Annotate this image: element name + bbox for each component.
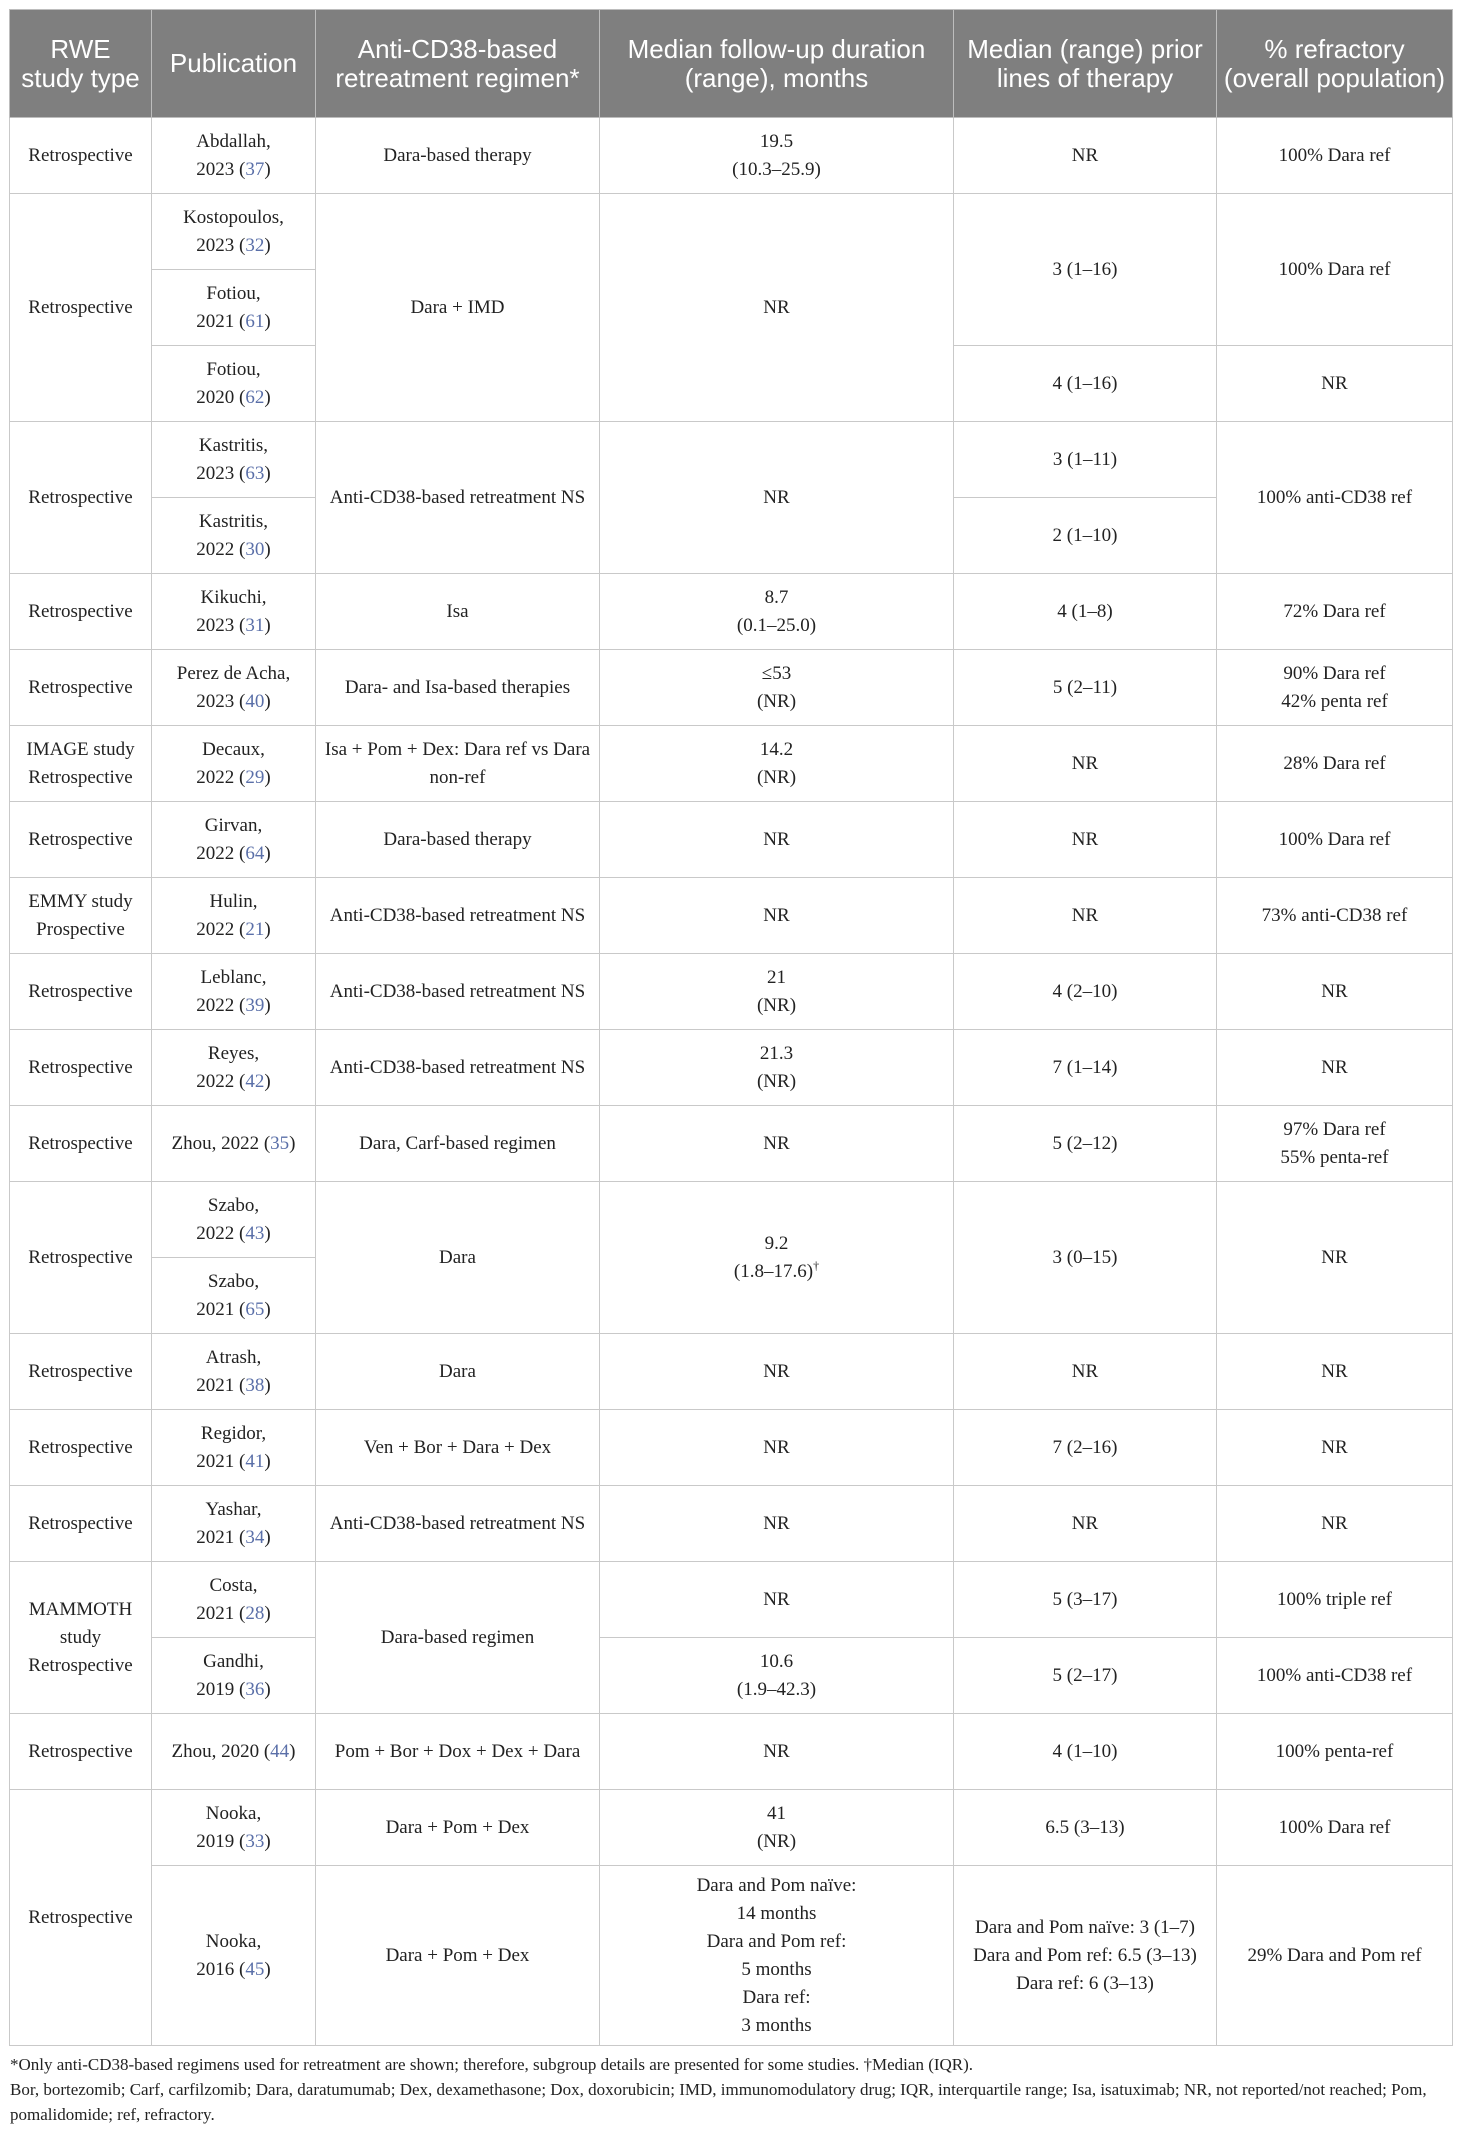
regimen-cell: Anti-CD38-based retreatment NS xyxy=(316,1486,600,1562)
study-type-cell: Retrospective xyxy=(10,1106,152,1182)
footnote-line-1: *Only anti-CD38-based regimens used for retreatment are shown; therefore, subgroup details are presented for some studies. †Median (IQR). xyxy=(10,2055,974,2074)
study-type-cell: IMAGE study Retrospective xyxy=(10,726,152,802)
publication-cell: Fotiou, 2020 (62) xyxy=(152,346,316,422)
refractory-cell: 73% anti-CD38 ref xyxy=(1217,878,1453,954)
refractory-cell: 100% anti-CD38 ref xyxy=(1217,1638,1453,1714)
regimen-cell: Dara xyxy=(316,1182,600,1334)
publication-cell: Leblanc, 2022 (39) xyxy=(152,954,316,1030)
publication-cell: Kastritis, 2023 (63) xyxy=(152,422,316,498)
study-type-cell: Retrospective xyxy=(10,1030,152,1106)
follow-up-cell: ≤53 (NR) xyxy=(600,650,954,726)
study-type-cell: Retrospective xyxy=(10,194,152,422)
publication-cell: Abdallah, 2023 (37) xyxy=(152,118,316,194)
study-type-cell: Retrospective xyxy=(10,802,152,878)
table-row xyxy=(10,1334,1453,1410)
publication-cell: Gandhi, 2019 (36) xyxy=(152,1638,316,1714)
prior-lines-cell: NR xyxy=(954,1486,1217,1562)
reference-link[interactable]: 40 xyxy=(245,690,265,712)
study-type-cell: Retrospective xyxy=(10,1182,152,1334)
follow-up-cell: NR xyxy=(600,1410,954,1486)
table-row xyxy=(10,1790,1453,1866)
follow-up-cell: Dara and Pom naïve: 14 months Dara and Pom ref: 5 months Dara ref: 3 months xyxy=(600,1866,954,2046)
reference-link[interactable]: 34 xyxy=(245,1526,265,1548)
refractory-cell: 100% Dara ref xyxy=(1217,194,1453,346)
table-row xyxy=(10,650,1453,726)
publication-cell: Hulin, 2022 (21) xyxy=(152,878,316,954)
regimen-cell: Dara + IMD xyxy=(316,194,600,422)
follow-up-cell: 21.3 (NR) xyxy=(600,1030,954,1106)
publication-cell: Szabo, 2022 (43) xyxy=(152,1182,316,1258)
table-row xyxy=(10,1030,1453,1106)
regimen-cell: Anti-CD38-based retreatment NS xyxy=(316,1030,600,1106)
reference-link[interactable]: 35 xyxy=(270,1132,290,1154)
study-type-cell: Retrospective xyxy=(10,1410,152,1486)
refractory-cell: 100% anti-CD38 ref xyxy=(1217,422,1453,574)
regimen-cell: Dara, Carf-based regimen xyxy=(316,1106,600,1182)
publication-cell: Zhou, 2020 (44) xyxy=(152,1714,316,1790)
reference-link[interactable]: 37 xyxy=(245,158,265,180)
header-follow-up: Median follow-up duration (range), months xyxy=(600,10,954,118)
study-type-cell: EMMY study Prospective xyxy=(10,878,152,954)
refractory-cell: 100% penta-ref xyxy=(1217,1714,1453,1790)
prior-lines-cell: Dara and Pom naïve: 3 (1–7) Dara and Pom ref: 6.5 (3–13) Dara ref: 6 (3–13) xyxy=(954,1866,1217,2046)
table-row xyxy=(10,954,1453,1030)
header-refractory: % refractory (overall population) xyxy=(1217,10,1453,118)
reference-link[interactable]: 61 xyxy=(245,310,265,332)
study-type-cell: Retrospective xyxy=(10,1714,152,1790)
follow-up-cell: 19.5 (10.3–25.9) xyxy=(600,118,954,194)
follow-up-cell: 21 (NR) xyxy=(600,954,954,1030)
study-type-cell: Retrospective xyxy=(10,1486,152,1562)
publication-cell: Kastritis, 2022 (30) xyxy=(152,498,316,574)
study-type-cell: Retrospective xyxy=(10,954,152,1030)
prior-lines-cell: 3 (1–11) xyxy=(954,422,1217,498)
study-type-cell: Retrospective xyxy=(10,118,152,194)
publication-cell: Decaux, 2022 (29) xyxy=(152,726,316,802)
table-row xyxy=(10,726,1453,802)
follow-up-cell: NR xyxy=(600,1106,954,1182)
prior-lines-cell: 2 (1–10) xyxy=(954,498,1217,574)
table-row xyxy=(10,1562,1453,1638)
reference-link[interactable]: 45 xyxy=(245,1958,265,1980)
reference-link[interactable]: 32 xyxy=(245,234,265,256)
table-footnotes xyxy=(9,2046,1452,2127)
study-type-cell: Retrospective xyxy=(10,422,152,574)
reference-link[interactable]: 33 xyxy=(245,1830,265,1852)
follow-up-cell: 41 (NR) xyxy=(600,1790,954,1866)
refractory-cell: NR xyxy=(1217,1410,1453,1486)
prior-lines-cell: NR xyxy=(954,1334,1217,1410)
table-row xyxy=(10,194,1453,270)
study-type-cell: Retrospective xyxy=(10,574,152,650)
regimen-cell: Dara-based therapy xyxy=(316,118,600,194)
refractory-cell: 72% Dara ref xyxy=(1217,574,1453,650)
prior-lines-cell: NR xyxy=(954,878,1217,954)
reference-link[interactable]: 62 xyxy=(245,386,265,408)
reference-link[interactable]: 36 xyxy=(245,1678,265,1700)
study-type-cell: Retrospective xyxy=(10,650,152,726)
prior-lines-cell: 4 (1–16) xyxy=(954,346,1217,422)
publication-cell: Reyes, 2022 (42) xyxy=(152,1030,316,1106)
reference-link[interactable]: 64 xyxy=(245,842,265,864)
prior-lines-cell: NR xyxy=(954,726,1217,802)
regimen-cell: Dara + Pom + Dex xyxy=(316,1866,600,2046)
regimen-cell: Ven + Bor + Dara + Dex xyxy=(316,1410,600,1486)
refractory-cell: 29% Dara and Pom ref xyxy=(1217,1866,1453,2046)
refractory-cell: NR xyxy=(1217,1182,1453,1334)
refractory-cell: NR xyxy=(1217,1334,1453,1410)
prior-lines-cell: 3 (1–16) xyxy=(954,194,1217,346)
refractory-cell: NR xyxy=(1217,1486,1453,1562)
header-regimen: Anti-CD38-based retreatment regimen* xyxy=(316,10,600,118)
study-type-cell: Retrospective xyxy=(10,1790,152,2046)
refractory-cell: 100% Dara ref xyxy=(1217,118,1453,194)
prior-lines-cell: 7 (2–16) xyxy=(954,1410,1217,1486)
prior-lines-cell: 4 (2–10) xyxy=(954,954,1217,1030)
table-row xyxy=(10,1182,1453,1258)
refractory-cell: 28% Dara ref xyxy=(1217,726,1453,802)
follow-up-cell: NR xyxy=(600,1486,954,1562)
follow-up-cell: NR xyxy=(600,1562,954,1638)
regimen-cell: Isa + Pom + Dex: Dara ref vs Dara non-ref xyxy=(316,726,600,802)
reference-link[interactable]: 28 xyxy=(245,1602,265,1624)
footnote-line-2: Bor, bortezomib; Carf, carfilzomib; Dara, daratumumab; Dex, dexamethasone; Dox, doxorubicin; IMD, immunomodulatory drug; IQR, interquartile range; Isa, isatuximab; NR, not reported/not reached; Pom, pomalidomide; ref, refractory. xyxy=(10,2080,1427,2124)
reference-link[interactable]: 31 xyxy=(245,614,265,636)
publication-cell: Nooka, 2019 (33) xyxy=(152,1790,316,1866)
table-row xyxy=(10,574,1453,650)
follow-up-cell: 10.6 (1.9–42.3) xyxy=(600,1638,954,1714)
refractory-cell: 100% Dara ref xyxy=(1217,802,1453,878)
publication-cell: Girvan, 2022 (64) xyxy=(152,802,316,878)
regimen-cell: Pom + Bor + Dox + Dex + Dara xyxy=(316,1714,600,1790)
refractory-cell: NR xyxy=(1217,954,1453,1030)
reference-link[interactable]: 41 xyxy=(245,1450,265,1472)
table-row xyxy=(10,422,1453,498)
table-row xyxy=(10,118,1453,194)
reference-link[interactable]: 42 xyxy=(245,1070,265,1092)
publication-cell: Regidor, 2021 (41) xyxy=(152,1410,316,1486)
retreatment-studies-table xyxy=(9,9,1453,2046)
regimen-cell: Dara + Pom + Dex xyxy=(316,1790,600,1866)
follow-up-cell: NR xyxy=(600,802,954,878)
prior-lines-cell: 5 (2–11) xyxy=(954,650,1217,726)
prior-lines-cell: 6.5 (3–13) xyxy=(954,1790,1217,1866)
prior-lines-cell: 3 (0–15) xyxy=(954,1182,1217,1334)
reference-link[interactable]: 29 xyxy=(245,766,265,788)
prior-lines-cell: NR xyxy=(954,802,1217,878)
regimen-cell: Anti-CD38-based retreatment NS xyxy=(316,954,600,1030)
prior-lines-cell: 7 (1–14) xyxy=(954,1030,1217,1106)
study-type-cell: Retrospective xyxy=(10,1334,152,1410)
regimen-cell: Dara- and Isa-based therapies xyxy=(316,650,600,726)
prior-lines-cell: 5 (2–12) xyxy=(954,1106,1217,1182)
prior-lines-cell: 5 (3–17) xyxy=(954,1562,1217,1638)
table-row xyxy=(10,802,1453,878)
regimen-cell: Dara-based regimen xyxy=(316,1562,600,1714)
study-type-cell: MAMMOTH study Retrospective xyxy=(10,1562,152,1714)
header-rwe-study-type: RWE study type xyxy=(10,10,152,118)
table-row xyxy=(10,1866,1453,2046)
publication-cell: Kostopoulos, 2023 (32) xyxy=(152,194,316,270)
follow-up-cell: 8.7 (0.1–25.0) xyxy=(600,574,954,650)
follow-up-cell: NR xyxy=(600,194,954,422)
publication-cell: Fotiou, 2021 (61) xyxy=(152,270,316,346)
table-row xyxy=(10,1714,1453,1790)
follow-up-cell: NR xyxy=(600,878,954,954)
refractory-cell: 100% triple ref xyxy=(1217,1562,1453,1638)
publication-cell: Atrash, 2021 (38) xyxy=(152,1334,316,1410)
publication-cell: Yashar, 2021 (34) xyxy=(152,1486,316,1562)
regimen-cell: Dara-based therapy xyxy=(316,802,600,878)
reference-link[interactable]: 30 xyxy=(245,538,265,560)
header-prior-lines: Median (range) prior lines of therapy xyxy=(954,10,1217,118)
publication-cell: Zhou, 2022 (35) xyxy=(152,1106,316,1182)
refractory-cell: NR xyxy=(1217,346,1453,422)
table-row xyxy=(10,1106,1453,1182)
follow-up-cell: NR xyxy=(600,422,954,574)
regimen-cell: Dara xyxy=(316,1334,600,1410)
follow-up-cell: NR xyxy=(600,1334,954,1410)
refractory-cell: NR xyxy=(1217,1030,1453,1106)
reference-link[interactable]: 43 xyxy=(245,1222,265,1244)
refractory-cell: 97% Dara ref 55% penta-ref xyxy=(1217,1106,1453,1182)
table-row xyxy=(10,1410,1453,1486)
publication-cell: Szabo, 2021 (65) xyxy=(152,1258,316,1334)
header-publication: Publication xyxy=(152,10,316,118)
publication-cell: Kikuchi, 2023 (31) xyxy=(152,574,316,650)
refractory-cell: 100% Dara ref xyxy=(1217,1790,1453,1866)
prior-lines-cell: 5 (2–17) xyxy=(954,1638,1217,1714)
reference-link[interactable]: 21 xyxy=(245,918,265,940)
regimen-cell: Anti-CD38-based retreatment NS xyxy=(316,878,600,954)
publication-cell: Costa, 2021 (28) xyxy=(152,1562,316,1638)
regimen-cell: Anti-CD38-based retreatment NS xyxy=(316,422,600,574)
regimen-cell: Isa xyxy=(316,574,600,650)
table-row xyxy=(10,1486,1453,1562)
follow-up-cell: 14.2 (NR) xyxy=(600,726,954,802)
prior-lines-cell: 4 (1–8) xyxy=(954,574,1217,650)
publication-cell: Perez de Acha, 2023 (40) xyxy=(152,650,316,726)
refractory-cell: 90% Dara ref 42% penta ref xyxy=(1217,650,1453,726)
dagger-mark: † xyxy=(813,1258,820,1273)
reference-link[interactable]: 65 xyxy=(245,1298,265,1320)
table-row xyxy=(10,1638,1453,1714)
table-row xyxy=(10,878,1453,954)
document-page xyxy=(9,9,1452,2127)
prior-lines-cell: 4 (1–10) xyxy=(954,1714,1217,1790)
follow-up-cell: 9.2 (1.8–17.6)† xyxy=(600,1182,954,1334)
prior-lines-cell: NR xyxy=(954,118,1217,194)
header-row xyxy=(10,10,1453,118)
follow-up-cell: NR xyxy=(600,1714,954,1790)
publication-cell: Nooka, 2016 (45) xyxy=(152,1866,316,2046)
reference-link[interactable]: 38 xyxy=(245,1374,265,1396)
reference-link[interactable]: 44 xyxy=(270,1740,290,1762)
reference-link[interactable]: 39 xyxy=(245,994,265,1016)
reference-link[interactable]: 63 xyxy=(245,462,265,484)
